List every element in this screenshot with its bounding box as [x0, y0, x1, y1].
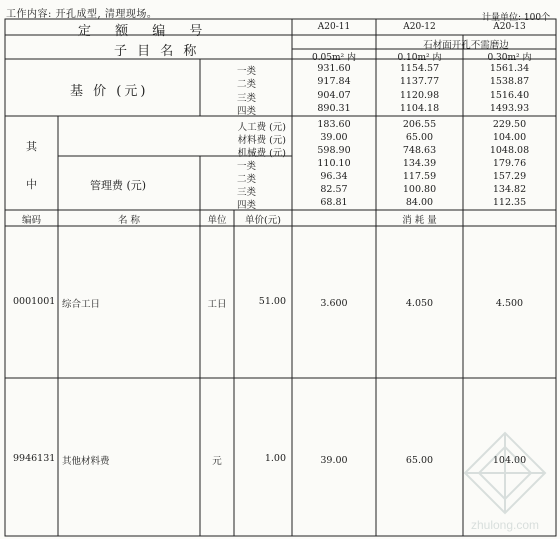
mgmt-cell: 82.57 [320, 184, 348, 195]
zhulong-watermark-logo [455, 425, 555, 535]
machine-cell: 598.90 [317, 145, 351, 156]
col-header-name: 名 称 [117, 215, 141, 226]
of-which-char-2: 中 [26, 178, 37, 191]
mgmt-class-2: 二类 [236, 174, 256, 185]
base-price-cell: 1493.93 [489, 103, 530, 114]
row-value: 4.500 [495, 298, 524, 309]
mgmt-cell: 96.34 [320, 171, 348, 182]
size-2: 0.30m² 内 [487, 53, 532, 63]
quota-code-label: 定 额 编 号 [78, 24, 213, 39]
material-cell: 104.00 [492, 132, 527, 143]
row-value: 3.600 [320, 298, 348, 309]
mgmt-cell: 100.80 [402, 184, 437, 195]
class-3: 三类 [236, 93, 256, 104]
row-name: 综合工日 [62, 299, 101, 310]
row-value: 39.00 [320, 455, 348, 466]
base-price-cell: 1137.77 [399, 76, 440, 87]
class-2: 二类 [236, 79, 256, 90]
code-a20-13: A20-13 [493, 22, 526, 32]
mgmt-cell: 157.29 [492, 171, 527, 182]
mgmt-cell: 84.00 [405, 197, 434, 208]
machine-label: 机械费 (元) [237, 148, 286, 159]
mgmt-cell: 110.10 [317, 158, 351, 169]
mgmt-class-3: 三类 [236, 187, 256, 198]
base-price-cell: 1154.57 [399, 63, 440, 74]
work-content: 工作内容: 开孔成型, 清理现场。 [6, 9, 158, 20]
mgmt-cell: 117.59 [402, 171, 437, 182]
size-1: 0.10m² 内 [397, 53, 442, 63]
row-price: 51.00 [258, 296, 286, 307]
labor-label: 人工费 (元) [237, 122, 286, 133]
material-cell: 65.00 [405, 132, 434, 143]
material-label: 材料费 (元) [237, 135, 286, 146]
machine-cell: 748.63 [402, 145, 437, 156]
col-header-code: 编码 [21, 215, 41, 226]
row-value: 65.00 [405, 455, 434, 466]
mgmt-label: 管理费 (元) [90, 179, 147, 192]
labor-cell: 183.60 [317, 119, 351, 130]
labor-cell: 229.50 [492, 119, 527, 130]
watermark-text: zhulong.com [470, 518, 540, 532]
mgmt-cell: 68.81 [320, 197, 348, 208]
subtitle: 石材面开孔不需磨边 [423, 40, 509, 51]
base-price-cell: 917.84 [317, 76, 351, 87]
row-value: 104.00 [492, 455, 527, 466]
of-which-char-1: 其 [26, 140, 37, 153]
base-price-cell: 1120.98 [399, 90, 440, 101]
item-name-label: 子 目 名 称 [114, 44, 200, 59]
base-price-cell: 1561.34 [489, 63, 530, 74]
mgmt-cell: 112.35 [492, 197, 527, 208]
mgmt-cell: 134.82 [492, 184, 527, 195]
row-value: 4.050 [405, 298, 434, 309]
base-price-cell: 890.31 [317, 103, 351, 114]
machine-cell: 1048.08 [489, 145, 530, 156]
base-price-label: 基 价 (元) [70, 84, 149, 99]
row-name: 其他材料费 [62, 456, 110, 467]
base-price-cell: 1104.18 [399, 103, 440, 114]
code-a20-11: A20-11 [317, 22, 351, 32]
labor-cell: 206.55 [402, 119, 437, 130]
row-unit: 元 [212, 456, 222, 467]
measure-unit: 计量单位: 100个 [482, 13, 551, 23]
col-header-consumption: 消 耗 量 [402, 215, 437, 226]
base-price-cell: 1516.40 [489, 90, 530, 101]
col-header-price: 单价(元) [245, 215, 281, 226]
mgmt-cell: 179.76 [492, 158, 527, 169]
class-1: 一类 [236, 66, 256, 77]
material-cell: 39.00 [320, 132, 348, 143]
code-a20-12: A20-12 [403, 22, 436, 32]
row-unit: 工日 [207, 299, 227, 310]
base-price-cell: 1538.87 [489, 76, 530, 87]
base-price-cell: 931.60 [317, 63, 351, 74]
class-4: 四类 [236, 106, 256, 117]
mgmt-class-1: 一类 [236, 161, 256, 172]
mgmt-class-4: 四类 [236, 200, 256, 211]
row-price: 1.00 [264, 453, 286, 464]
base-price-cell: 904.07 [317, 90, 351, 101]
col-header-unit: 单位 [207, 215, 227, 226]
mgmt-cell: 134.39 [402, 158, 437, 169]
row-code: 9946131 [13, 453, 56, 464]
size-0: 0.05m² 内 [311, 53, 357, 63]
row-code: 0001001 [13, 296, 56, 307]
